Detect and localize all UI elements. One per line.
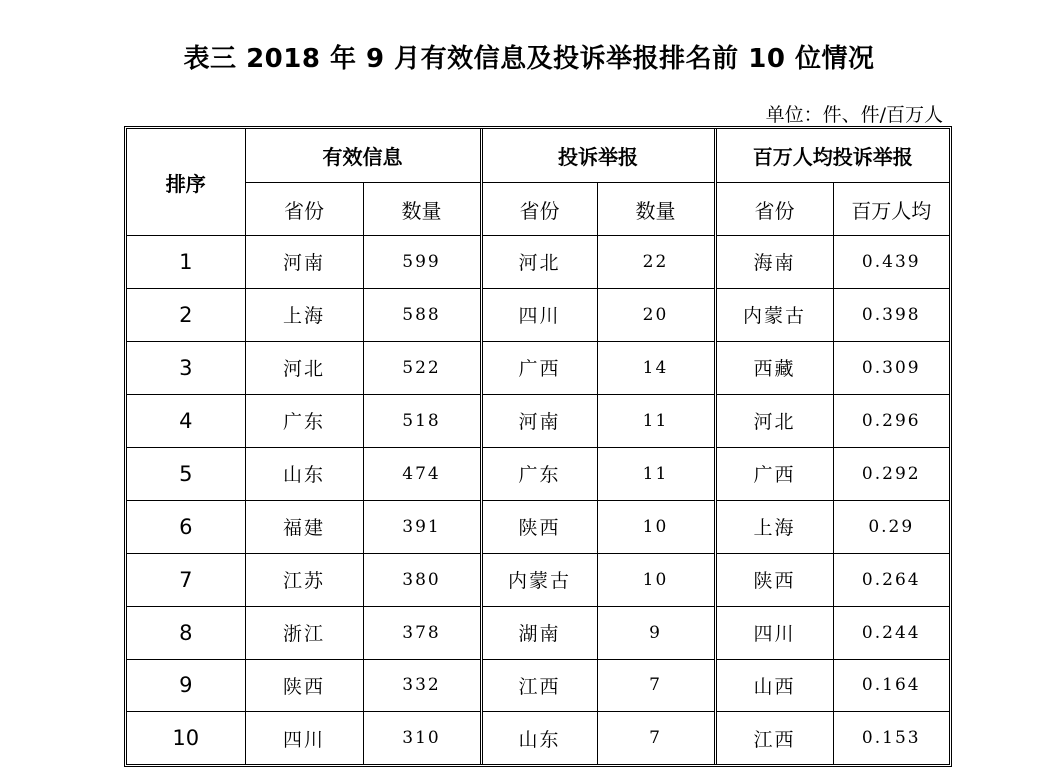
subheader-province: 省份 bbox=[715, 183, 833, 236]
complaint-province-cell: 湖南 bbox=[481, 606, 597, 659]
header-row-groups bbox=[127, 129, 949, 183]
ranking-table-grid bbox=[127, 129, 949, 764]
rank-cell: 8 bbox=[127, 606, 245, 659]
table-row bbox=[127, 447, 949, 500]
rank-cell: 1 bbox=[127, 236, 245, 289]
valid-info-count-cell: 474 bbox=[363, 447, 481, 500]
unit-note: 单位：件、件/百万人 bbox=[765, 104, 943, 126]
valid-info-province-cell: 四川 bbox=[245, 712, 363, 764]
valid-info-province-cell: 河南 bbox=[245, 236, 363, 289]
complaint-province-cell: 江西 bbox=[481, 659, 597, 712]
subheader-province: 省份 bbox=[245, 183, 363, 236]
complaint-province-cell: 四川 bbox=[481, 288, 597, 341]
table-row bbox=[127, 341, 949, 394]
subheader-per-million: 百万人均 bbox=[833, 183, 949, 236]
rank-cell: 2 bbox=[127, 288, 245, 341]
valid-info-province-cell: 河北 bbox=[245, 341, 363, 394]
complaint-province-cell: 河北 bbox=[481, 236, 597, 289]
per-million-province-cell: 西藏 bbox=[715, 341, 833, 394]
valid-info-province-cell: 陕西 bbox=[245, 659, 363, 712]
complaint-count-cell: 10 bbox=[597, 553, 715, 606]
complaint-count-cell: 7 bbox=[597, 659, 715, 712]
per-million-province-cell: 四川 bbox=[715, 606, 833, 659]
complaint-count-cell: 22 bbox=[597, 236, 715, 289]
complaint-province-cell: 广西 bbox=[481, 341, 597, 394]
rank-cell: 6 bbox=[127, 500, 245, 553]
table-row bbox=[127, 394, 949, 447]
rank-cell: 5 bbox=[127, 447, 245, 500]
table-title: 表三 2018 年 9 月有效信息及投诉举报排名前 10 位情况 bbox=[183, 44, 875, 74]
valid-info-province-cell: 广东 bbox=[245, 394, 363, 447]
valid-info-count-cell: 391 bbox=[363, 500, 481, 553]
ranking-table bbox=[124, 126, 952, 767]
table-row bbox=[127, 553, 949, 606]
table-row bbox=[127, 712, 949, 764]
rank-cell: 4 bbox=[127, 394, 245, 447]
table-row bbox=[127, 500, 949, 553]
per-million-value-cell: 0.439 bbox=[833, 236, 949, 289]
complaint-count-cell: 11 bbox=[597, 394, 715, 447]
valid-info-province-cell: 福建 bbox=[245, 500, 363, 553]
header-row-subcolumns bbox=[127, 183, 949, 236]
valid-info-province-cell: 上海 bbox=[245, 288, 363, 341]
valid-info-count-cell: 518 bbox=[363, 394, 481, 447]
complaint-province-cell: 陕西 bbox=[481, 500, 597, 553]
per-million-province-cell: 广西 bbox=[715, 447, 833, 500]
complaint-count-cell: 7 bbox=[597, 712, 715, 764]
per-million-value-cell: 0.244 bbox=[833, 606, 949, 659]
valid-info-count-cell: 588 bbox=[363, 288, 481, 341]
per-million-value-cell: 0.296 bbox=[833, 394, 949, 447]
table-row bbox=[127, 288, 949, 341]
complaint-province-cell: 山东 bbox=[481, 712, 597, 764]
valid-info-count-cell: 332 bbox=[363, 659, 481, 712]
per-million-province-cell: 江西 bbox=[715, 712, 833, 764]
rank-cell: 3 bbox=[127, 341, 245, 394]
group-header-valid-info: 有效信息 bbox=[245, 129, 481, 183]
rank-header: 排序 bbox=[127, 129, 245, 236]
per-million-value-cell: 0.164 bbox=[833, 659, 949, 712]
per-million-province-cell: 内蒙古 bbox=[715, 288, 833, 341]
complaint-province-cell: 河南 bbox=[481, 394, 597, 447]
valid-info-count-cell: 599 bbox=[363, 236, 481, 289]
per-million-value-cell: 0.29 bbox=[833, 500, 949, 553]
valid-info-count-cell: 378 bbox=[363, 606, 481, 659]
complaint-count-cell: 14 bbox=[597, 341, 715, 394]
valid-info-province-cell: 浙江 bbox=[245, 606, 363, 659]
valid-info-count-cell: 522 bbox=[363, 341, 481, 394]
group-header-per-million: 百万人均投诉举报 bbox=[715, 129, 949, 183]
complaint-province-cell: 广东 bbox=[481, 447, 597, 500]
per-million-province-cell: 陕西 bbox=[715, 553, 833, 606]
rank-cell: 7 bbox=[127, 553, 245, 606]
complaint-count-cell: 9 bbox=[597, 606, 715, 659]
valid-info-province-cell: 山东 bbox=[245, 447, 363, 500]
complaint-count-cell: 11 bbox=[597, 447, 715, 500]
complaint-province-cell: 内蒙古 bbox=[481, 553, 597, 606]
per-million-province-cell: 山西 bbox=[715, 659, 833, 712]
per-million-value-cell: 0.309 bbox=[833, 341, 949, 394]
subheader-count: 数量 bbox=[597, 183, 715, 236]
group-header-complaints: 投诉举报 bbox=[481, 129, 715, 183]
per-million-value-cell: 0.264 bbox=[833, 553, 949, 606]
table-row bbox=[127, 659, 949, 712]
per-million-value-cell: 0.292 bbox=[833, 447, 949, 500]
table-row bbox=[127, 606, 949, 659]
valid-info-count-cell: 380 bbox=[363, 553, 481, 606]
subheader-province: 省份 bbox=[481, 183, 597, 236]
per-million-province-cell: 海南 bbox=[715, 236, 833, 289]
complaint-count-cell: 10 bbox=[597, 500, 715, 553]
per-million-province-cell: 河北 bbox=[715, 394, 833, 447]
per-million-value-cell: 0.398 bbox=[833, 288, 949, 341]
valid-info-count-cell: 310 bbox=[363, 712, 481, 764]
valid-info-province-cell: 江苏 bbox=[245, 553, 363, 606]
per-million-province-cell: 上海 bbox=[715, 500, 833, 553]
subheader-count: 数量 bbox=[363, 183, 481, 236]
table-body bbox=[127, 236, 949, 765]
table-row bbox=[127, 236, 949, 289]
rank-cell: 9 bbox=[127, 659, 245, 712]
per-million-value-cell: 0.153 bbox=[833, 712, 949, 764]
complaint-count-cell: 20 bbox=[597, 288, 715, 341]
rank-cell: 10 bbox=[127, 712, 245, 764]
